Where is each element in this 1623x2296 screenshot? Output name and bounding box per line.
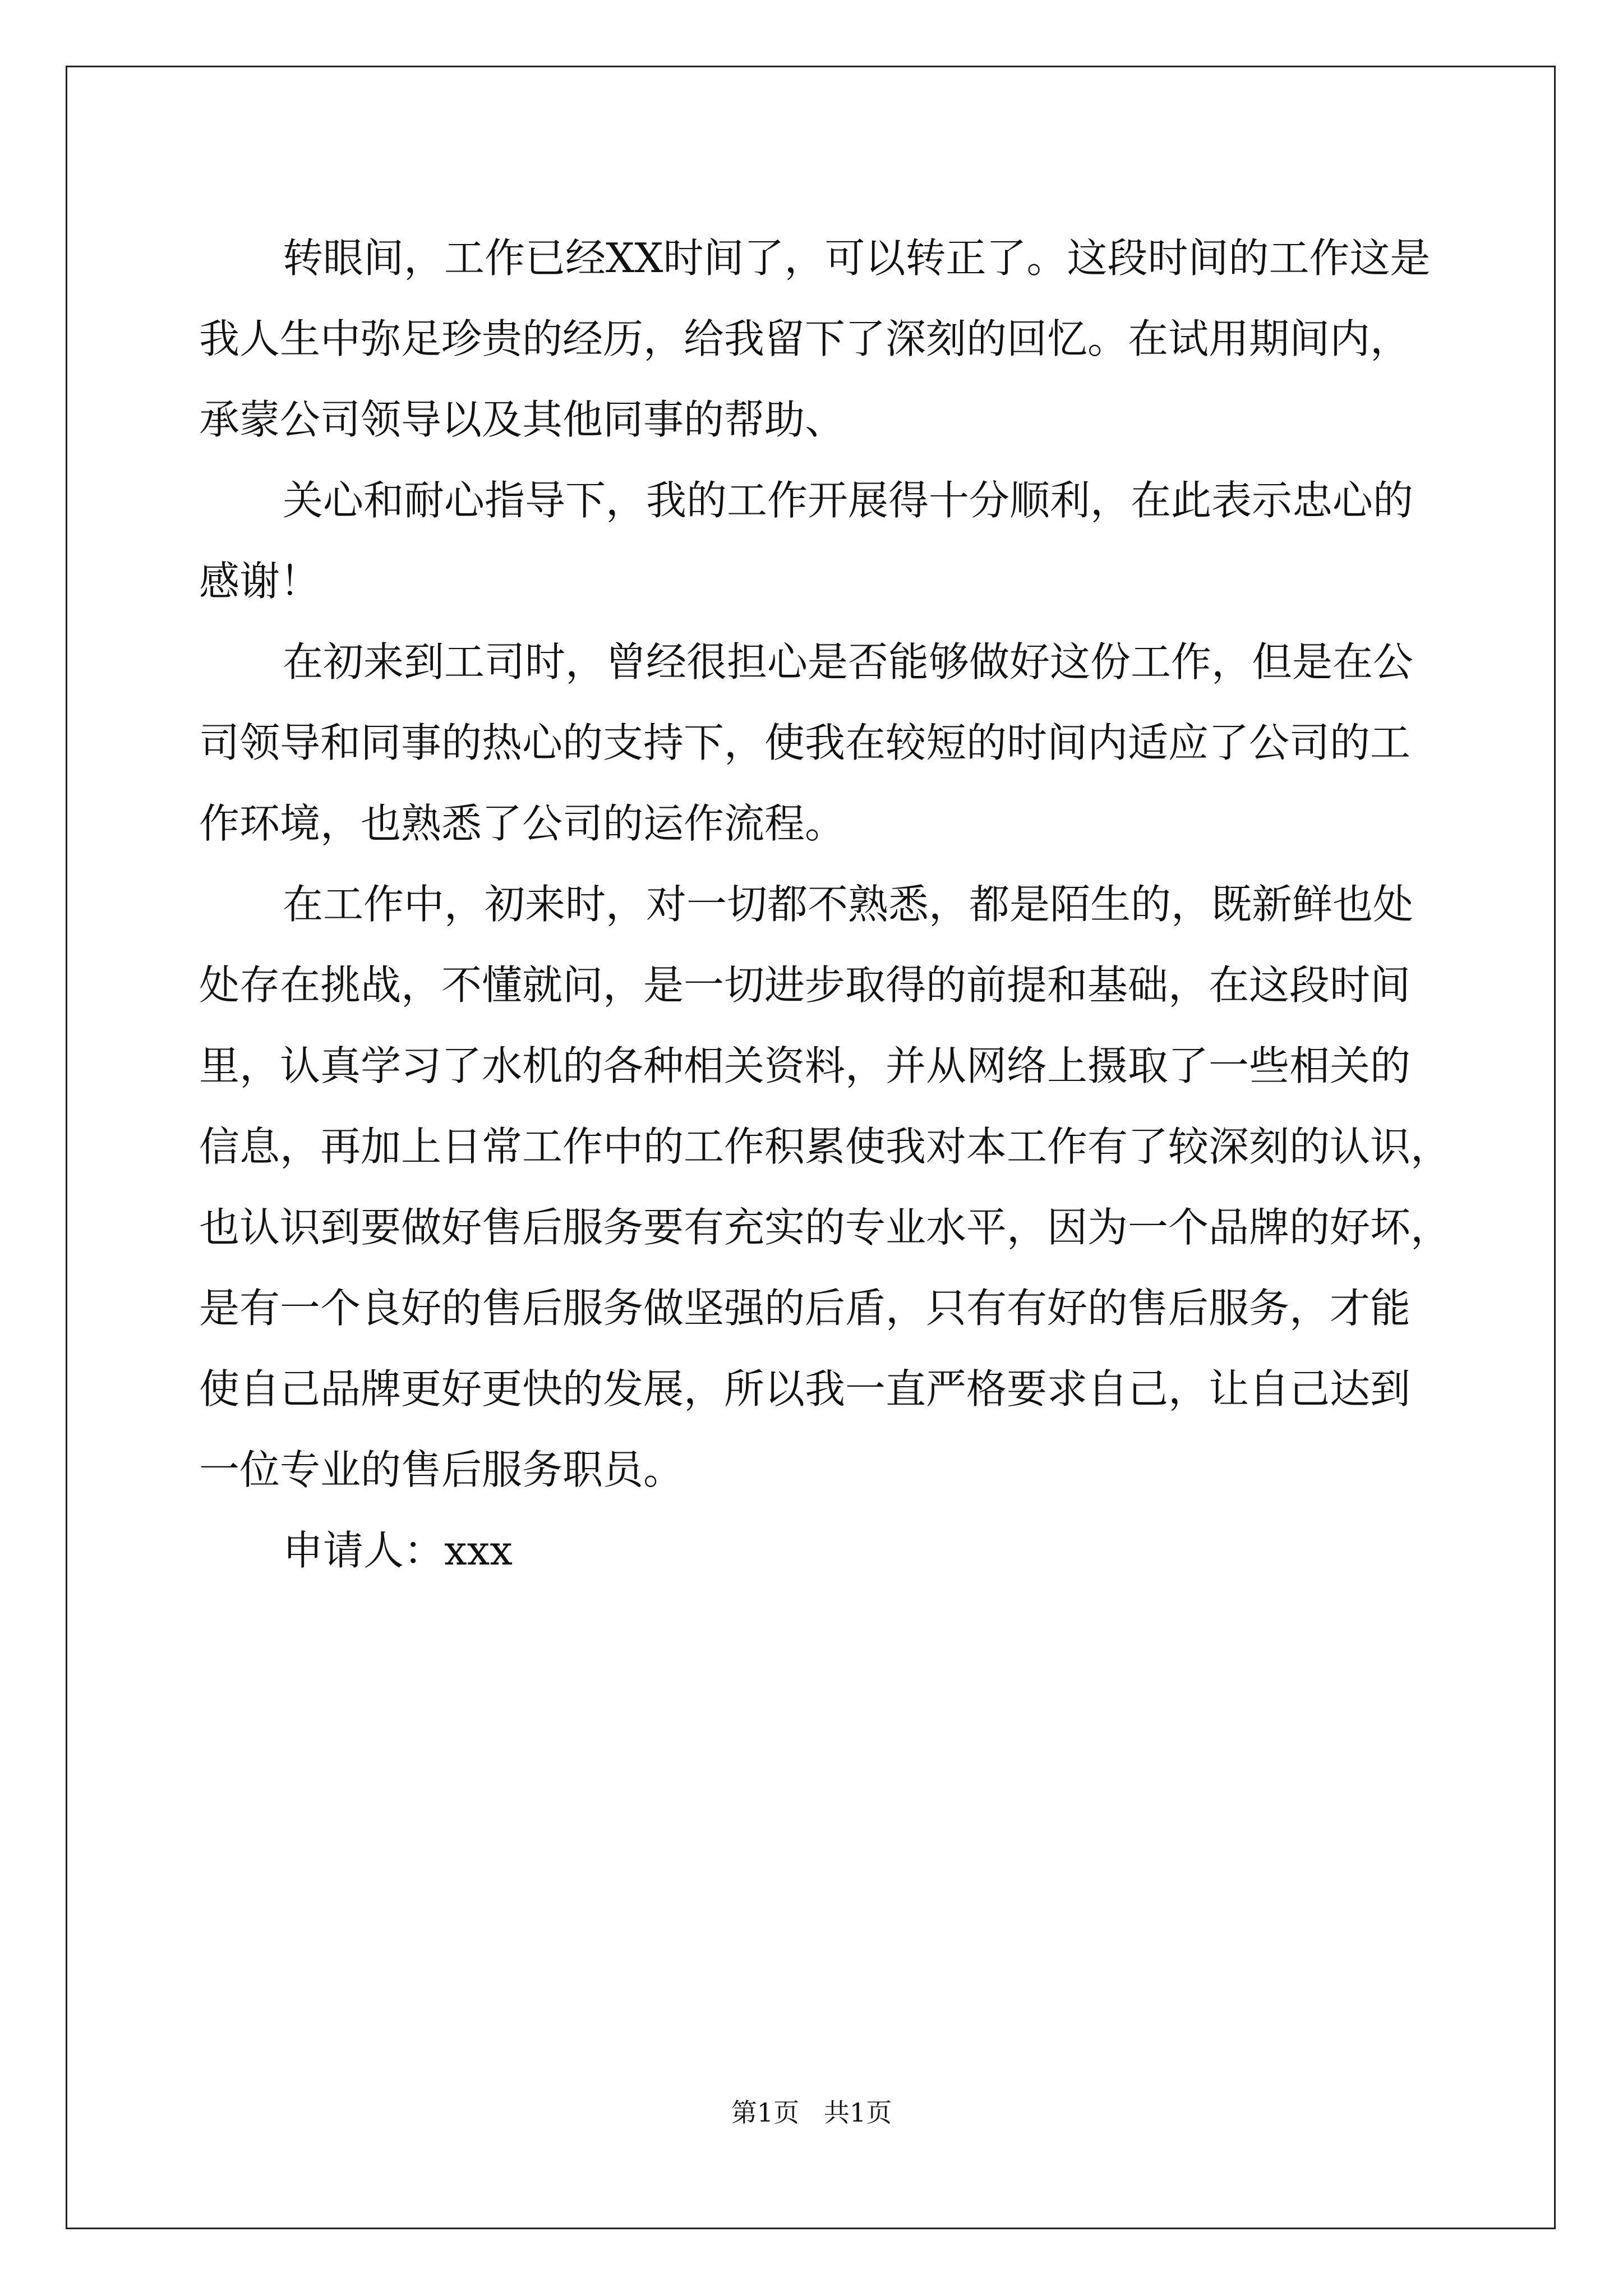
body-line: 感谢！ bbox=[199, 558, 321, 605]
body-line: 使自己品牌更好更快的发展，所以我一直严格要求自己，让自己达到 bbox=[199, 1365, 1411, 1412]
body-line: 在初来到工司时，曾经很担心是否能够做好这份工作，但是在公 bbox=[283, 638, 1414, 685]
body-line: 信息，再加上日常工作中的工作积累使我对本工作有了较深刻的认识， bbox=[199, 1123, 1451, 1170]
applicant-signature-line: 申请人：xxx bbox=[283, 1527, 513, 1574]
body-line: 作环境，也熟悉了公司的运作流程。 bbox=[199, 800, 846, 847]
body-line: 关心和耐心指导下，我的工作开展得十分顺利，在此表示忠心的 bbox=[283, 477, 1414, 524]
body-line: 一位专业的售后服务职员。 bbox=[199, 1446, 684, 1493]
body-line: 司领导和同事的热心的支持下，使我在较短的时间内适应了公司的工 bbox=[199, 719, 1411, 766]
page-number-footer: 第1页 共1页 bbox=[731, 2097, 892, 2128]
body-line: 里，认真学习了水机的各种相关资料，并从网络上摄取了一些相关的 bbox=[199, 1042, 1411, 1089]
document-body bbox=[199, 218, 1451, 1591]
body-line: 处存在挑战，不懂就问，是一切进步取得的前提和基础，在这段时间 bbox=[199, 961, 1411, 1009]
body-line: 是有一个良好的售后服务做坚强的后盾，只有有好的售后服务，才能 bbox=[199, 1285, 1411, 1332]
body-line: 也认识到要做好售后服务要有充实的专业水平，因为一个品牌的好坏， bbox=[199, 1204, 1451, 1251]
body-line: 转眼间，工作已经XX时间了，可以转正了。这段时间的工作这是 bbox=[283, 234, 1431, 282]
body-line: 承蒙公司领导以及其他同事的帮助、 bbox=[199, 396, 846, 443]
body-line: 在工作中，初来时，对一切都不熟悉，都是陌生的，既新鲜也处 bbox=[283, 881, 1414, 928]
body-line: 我人生中弥足珍贵的经历，给我留下了深刻的回忆。在试用期间内， bbox=[199, 315, 1411, 362]
